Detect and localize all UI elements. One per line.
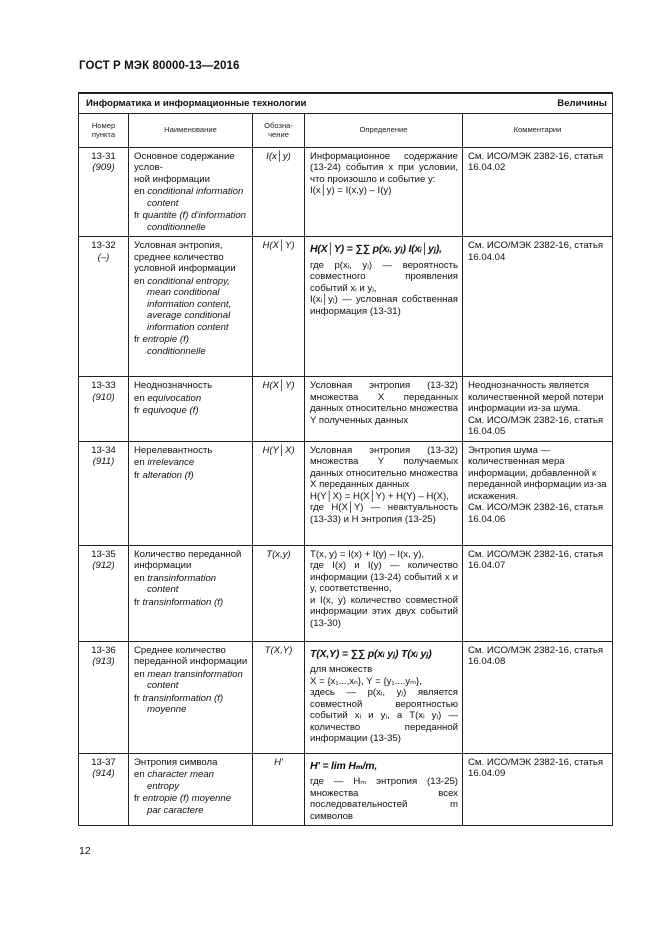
comments-cell — [463, 545, 613, 641]
item-reference: (913) — [92, 656, 115, 667]
english-term-line: conditional information — [147, 186, 244, 197]
quantity-symbol: H(X│Y) — [262, 240, 295, 251]
item-reference: (–) — [97, 251, 110, 263]
french-term — [134, 334, 248, 357]
comments-cell — [463, 641, 613, 753]
lang-prefix-en: en — [134, 668, 145, 680]
english-term-line: mean transinformation — [147, 668, 243, 680]
definition-text: где — Hₘ энтропия (13-25) множества всех последовательностей m символов — [310, 776, 458, 822]
lang-prefix-en: en — [134, 275, 145, 287]
term-name-line: Энтропия символа — [134, 756, 218, 768]
definition-text: I(x│y) = I(x,y) – I(y) — [310, 185, 392, 196]
definition-cell — [305, 545, 463, 641]
quantity-symbol: H(X│Y) — [262, 380, 295, 391]
definition-text: где H(X│Y) — неактуальность (13-33) и H энтропия (13-25) — [310, 502, 458, 525]
definition-text: Условная энтропия (13-32) множества Y получаемых данных относительно множества X переданных данных — [310, 444, 458, 490]
table-row — [79, 753, 613, 826]
term-name-cell — [129, 641, 253, 753]
definition-text: T(x, y) = I(x) + I(y) – I(x, y), — [310, 548, 425, 560]
col-header-symbol: Обозна-чение — [253, 113, 305, 147]
item-number: 13-32 — [91, 240, 116, 251]
english-term — [134, 457, 248, 469]
item-reference: (911) — [92, 456, 115, 467]
col-header-number: Номер пункта — [79, 113, 129, 147]
french-term-line: quantite (f) d’information — [142, 210, 246, 221]
term-name-line: условной информации — [134, 263, 236, 274]
domain-row — [79, 93, 613, 113]
english-term-line: average conditional — [147, 310, 231, 321]
french-term-line: moyenne — [147, 704, 187, 715]
term-name-line: среднее количество — [134, 251, 224, 263]
english-term-line: transinformation — [147, 572, 217, 584]
table-row — [79, 147, 613, 237]
english-term-line: irrelevance — [147, 457, 195, 468]
lang-prefix-fr: fr — [134, 469, 140, 481]
item-number: 13-36 — [91, 644, 116, 656]
lang-prefix-en: en — [134, 769, 145, 780]
definition-text: H(Y│X) = H(X│Y) + H(Y) – H(X), — [310, 490, 449, 502]
formula: T(X,Y) = ∑∑ p(xᵢ yⱼ) T(xᵢ yⱼ) — [310, 647, 432, 660]
quantity-symbol: T(x,y) — [266, 548, 291, 560]
definition-text: где I(x) и I(y) — количество информации (13-24) событий x и y, соответственно, — [310, 560, 458, 594]
formula: H' = lim Hₘ/m, — [310, 759, 378, 772]
term-name-cell — [129, 237, 253, 377]
item-number: 13-31 — [91, 150, 116, 162]
french-term — [134, 470, 248, 482]
french-term-line: transinformation (f) — [142, 692, 224, 704]
item-number-cell — [79, 237, 129, 377]
item-number: 13-34 — [91, 444, 116, 456]
term-name-line: Количество переданной — [134, 548, 242, 560]
table-row — [79, 641, 613, 753]
lang-prefix-fr: fr — [134, 334, 140, 345]
table-row — [79, 237, 613, 377]
french-term-line: entropie (f) moyenne — [142, 793, 232, 804]
symbol-cell — [253, 545, 305, 641]
quantity-symbol: I(x│y) — [266, 150, 291, 162]
lang-prefix-fr: fr — [134, 596, 140, 608]
comments-cell — [463, 237, 613, 377]
table-row — [79, 545, 613, 641]
term-name-line: Основное содержание услов- — [134, 150, 235, 173]
french-term — [134, 693, 248, 716]
definition-text: и I(x, y) количество совместной информации этих двух событий (13-30) — [310, 594, 458, 629]
french-term — [134, 210, 248, 233]
term-name-line: Условная энтропия, — [134, 240, 223, 251]
english-term-line: content — [147, 584, 179, 595]
definition-text: I(xᵢ│yⱼ) — условная собственная информация (13-31) — [310, 294, 458, 317]
lang-prefix-en: en — [134, 392, 145, 404]
item-number-cell — [79, 545, 129, 641]
col-header-comments: Комментарии — [463, 113, 613, 147]
comment-text: См. ИСО/МЭК 2382-16, статья 16.04.04 — [468, 240, 604, 263]
comments-cell — [463, 147, 613, 237]
table-row — [79, 377, 613, 442]
item-number-cell — [79, 753, 129, 826]
definition-cell — [305, 753, 463, 826]
term-name-cell — [129, 545, 253, 641]
definition-text: для множеств — [310, 664, 373, 676]
quantity-symbol: H' — [274, 756, 283, 768]
term-name-cell — [129, 147, 253, 237]
term-name-line: переданной информации — [134, 656, 248, 667]
item-reference: (909) — [92, 162, 115, 173]
french-term-line: alteration (f) — [142, 469, 194, 481]
item-reference: (910) — [92, 391, 115, 403]
page-number: 12 — [79, 845, 91, 857]
english-term-line: content — [147, 680, 179, 691]
symbol-cell — [253, 441, 305, 545]
definition-text: X = {x₁...,xₙ}, Y = {y₁....yₘ}, — [310, 675, 422, 687]
french-term — [134, 405, 248, 417]
item-number-cell — [79, 641, 129, 753]
document-title: ГОСТ Р МЭК 80000-13—2016 — [79, 60, 240, 72]
comment-text: См. ИСО/МЭК 2382-16, статья 16.04.05 — [468, 414, 604, 437]
quantity-symbol: T(X,Y) — [264, 644, 293, 656]
french-term-line: entropie (f) — [142, 334, 189, 345]
comment-text: См. ИСО/МЭК 2382-16, статья 16.04.09 — [468, 756, 604, 779]
lang-prefix-fr: fr — [134, 793, 140, 804]
definition-text: Условная энтропия (13-32) множества X переданных данных относительно множества Y полученных данных — [310, 380, 458, 426]
comment-text: См. ИСО/МЭК 2382-16, статья 16.04.08 — [468, 644, 604, 667]
comment-text: См. ИСО/МЭК 2382-16, статья 16.04.06 — [468, 502, 604, 525]
english-term-line: character mean — [147, 769, 214, 780]
definition-text: Информационное содержание (13-24) события x при условии, что произошло и событие y: — [310, 150, 458, 185]
french-term — [134, 597, 248, 609]
col-header-name: Наименование — [129, 113, 253, 147]
english-term — [134, 186, 248, 209]
english-term-line: mean conditional — [147, 287, 220, 298]
french-term-line: conditionnelle — [147, 345, 206, 357]
definition-cell — [305, 441, 463, 545]
symbol-cell — [253, 753, 305, 826]
english-term-line: equivocation — [147, 392, 202, 404]
item-number: 13-35 — [91, 548, 116, 560]
item-number-cell — [79, 147, 129, 237]
table-body — [79, 147, 613, 826]
symbol-cell — [253, 377, 305, 442]
symbol-cell — [253, 237, 305, 377]
symbol-cell — [253, 641, 305, 753]
lang-prefix-fr: fr — [134, 210, 140, 221]
term-name-cell — [129, 753, 253, 826]
definition-cell — [305, 237, 463, 377]
english-term-line: entropy — [147, 780, 179, 792]
item-number-cell — [79, 377, 129, 442]
french-term-line: conditionnelle — [147, 221, 206, 233]
comment-text: Энтропия шума — количественная мера информации, добавленной к переданной информации из-за искажения. — [468, 444, 607, 502]
term-name-line: Среднее количество — [134, 644, 226, 656]
definition-cell — [305, 147, 463, 237]
quantity-symbol: H(Y│X) — [262, 444, 295, 456]
french-term-line: transinformation (f) — [142, 596, 224, 608]
definition-text: здесь — p(xᵢ, yⱼ) является совместной вероятностью событий xᵢ и yⱼ, а T(xᵢ yⱼ) — количество переданной информации (13-35) — [310, 687, 458, 745]
english-term — [134, 769, 248, 792]
term-name-line: ной информации — [134, 173, 211, 185]
item-number-cell — [79, 441, 129, 545]
comment-text: Неоднозначность является количественной мерой потери информации из-за шума. — [468, 380, 604, 414]
item-reference: (914) — [92, 768, 115, 779]
english-term-line: information content — [147, 321, 229, 333]
comments-cell — [463, 377, 613, 442]
term-name-line: Нерелевантность — [134, 444, 213, 456]
english-term-line: information content, — [147, 298, 232, 310]
english-term — [134, 276, 248, 334]
french-term-line: equivoque (f) — [142, 405, 199, 416]
item-reference: (912) — [92, 560, 115, 571]
definition-cell — [305, 377, 463, 442]
english-term-line: content — [147, 197, 179, 209]
lang-prefix-en: en — [134, 457, 145, 468]
english-term — [134, 573, 248, 596]
column-header-row — [79, 113, 613, 147]
definition-cell — [305, 641, 463, 753]
definition-text: где p(xᵢ, yⱼ) — вероятность совместного проявления событий xᵢ и yⱼ, — [310, 259, 458, 294]
lang-prefix-fr: fr — [134, 405, 140, 416]
lang-prefix-en: en — [134, 186, 145, 197]
french-term-line: par caractere — [147, 804, 204, 816]
lang-prefix-fr: fr — [134, 692, 140, 704]
term-name-line: информации — [134, 560, 192, 571]
term-name-cell — [129, 441, 253, 545]
domain-category: Величины — [557, 98, 607, 109]
english-term-line: conditional entropy, — [147, 275, 230, 287]
comments-cell — [463, 753, 613, 826]
comment-text: См. ИСО/МЭК 2382-16, статья 16.04.02 — [468, 150, 604, 173]
term-name-cell — [129, 377, 253, 442]
lang-prefix-en: en — [134, 572, 145, 584]
table-row — [79, 441, 613, 545]
english-term — [134, 669, 248, 692]
domain-title: Информатика и информационные технологии — [86, 98, 307, 109]
item-number: 13-33 — [91, 380, 116, 391]
col-header-definition: Определение — [305, 113, 463, 147]
french-term — [134, 793, 248, 816]
comments-cell — [463, 441, 613, 545]
formula: H(X│Y) = ∑∑ p(xᵢ, yⱼ) I(xᵢ│yⱼ), — [310, 243, 442, 255]
comment-text: См. ИСО/МЭК 2382-16, статья 16.04.07 — [468, 548, 604, 571]
term-name-line: Неоднозначность — [134, 380, 213, 391]
item-number: 13-37 — [91, 756, 116, 768]
terms-table-wrapper — [78, 92, 612, 826]
symbol-cell — [253, 147, 305, 237]
terms-table — [78, 92, 613, 826]
domain-cell — [79, 93, 613, 113]
english-term — [134, 393, 248, 405]
